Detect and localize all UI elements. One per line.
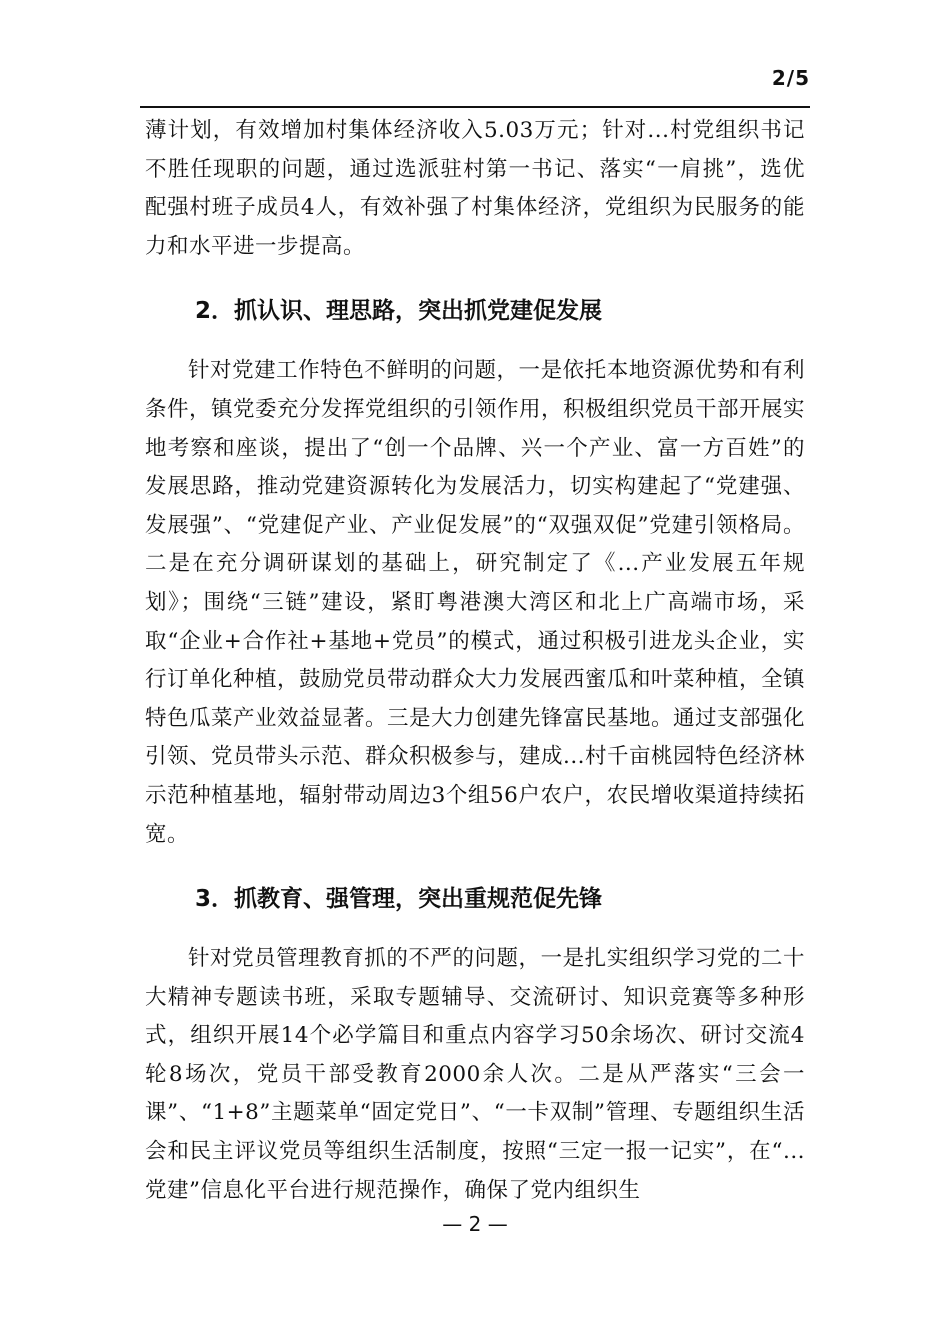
- section-heading-3: 3．抓教育、强管理，突出重规范促先锋: [195, 886, 603, 913]
- section-heading-2: 2．抓认识、理思路，突出抓党建促发展: [195, 298, 603, 325]
- paragraph-3: 针对党员管理教育抓的不严的问题，一是扎实组织学习党的二十大精神专题读书班，采取专题辅导、交流研讨、知识竞赛等多种形式，组织开展14个必学篇目和重点内容学习50余场次、研讨交流4轮8场次，党员干部受教育2000余人次。二是从严落实“三会一课”、“1+8”主题菜单“固定党日”、“一卡双制”管理、专题组织生活会和民主评议党员等组织生活制度，按照“三定一报一记实”，在“...党建”信息化平台进行规范操作，确保了党内组织生: [145, 946, 805, 1203]
- footer-page-number: — 2 —: [442, 1212, 508, 1236]
- header-rule: [140, 106, 810, 108]
- paragraph-1: 薄计划，有效增加村集体经济收入5.03万元；针对...村党组织书记不胜任现职的问题，通过选派驻村第一书记、落实“一肩挑”，选优配强村班子成员4人，有效补强了村集体经济，党组织为民服务的能力和水平进一步提高。: [145, 118, 805, 259]
- page-indicator: 2/5: [771, 66, 810, 90]
- paragraph-2: 针对党建工作特色不鲜明的问题，一是依托本地资源优势和有利条件，镇党委充分发挥党组织的引领作用，积极组织党员干部开展实地考察和座谈，提出了“创一个品牌、兴一个产业、富一方百姓”的发展思路，推动党建资源转化为发展活力，切实构建起了“党建强、发展强”、“党建促产业、产业促发展”的“双强双促”党建引领格局。二是在充分调研谋划的基础上，研究制定了《...产业发展五年规划》；围绕“三链”建设，紧盯粤港澳大湾区和北上广高端市场，采取“企业+合作社+基地+党员”的模式，通过积极引进龙头企业，实行订单化种植，鼓励党员带动群众大力发展西蜜瓜和叶菜种植，全镇特色瓜菜产业效益显著。三是大力创建先锋富民基地。通过支部强化引领、党员带头示范、群众积极参与，建成...村千亩桃园特色经济林示范种植基地，辐射带动周边3个组56户农户，农民增收渠道持续拓宽。: [145, 358, 806, 847]
- document-body: [145, 112, 805, 1210]
